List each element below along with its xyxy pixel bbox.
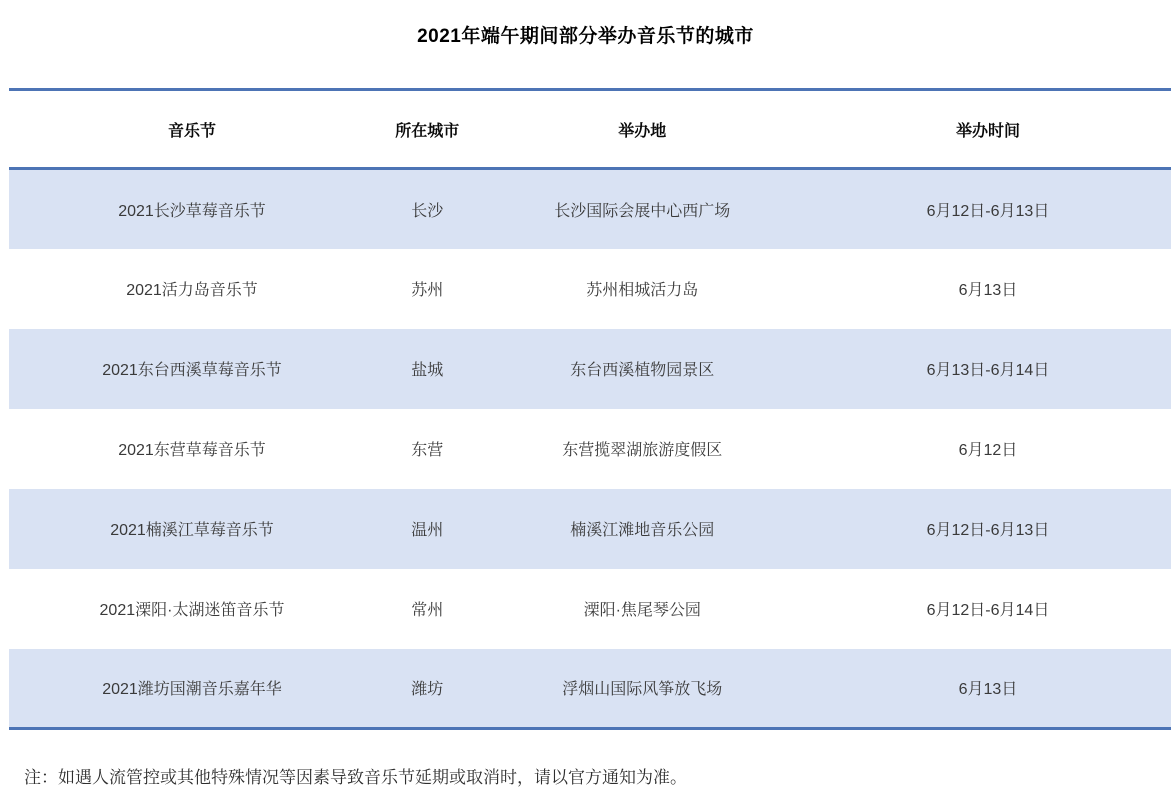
table-row xyxy=(9,569,1171,649)
col-header-festival: 音乐节 xyxy=(9,90,375,169)
festival-name-cell: 2021溧阳·太湖迷笛音乐节 xyxy=(9,569,375,649)
figure-title: 2021年端午期间部分举办音乐节的城市 xyxy=(417,26,754,47)
festival-name-cell: 2021东营草莓音乐节 xyxy=(9,409,375,489)
venue-cell: 浮烟山国际风筝放飞场 xyxy=(480,649,805,729)
col-header-venue: 举办地 xyxy=(480,90,805,169)
date-cell: 6月13日 xyxy=(805,649,1171,729)
venue-cell: 溧阳·焦尾琴公园 xyxy=(480,569,805,649)
venue-cell: 楠溪江滩地音乐公园 xyxy=(480,489,805,569)
city-cell: 常州 xyxy=(375,569,480,649)
venue-cell: 东营揽翠湖旅游度假区 xyxy=(480,409,805,489)
city-cell: 温州 xyxy=(375,489,480,569)
festival-table-figure xyxy=(0,24,1171,802)
date-cell: 6月12日-6月13日 xyxy=(805,489,1171,569)
festival-name-cell: 2021楠溪江草莓音乐节 xyxy=(9,489,375,569)
table-container xyxy=(9,88,1171,730)
venue-cell: 长沙国际会展中心西广场 xyxy=(480,169,805,249)
date-cell: 6月12日-6月14日 xyxy=(805,569,1171,649)
venue-cell: 苏州相城活力岛 xyxy=(480,249,805,329)
festival-name-cell: 2021长沙草莓音乐节 xyxy=(9,169,375,249)
table-row xyxy=(9,249,1171,329)
festival-name-cell: 2021活力岛音乐节 xyxy=(9,249,375,329)
date-cell: 6月12日 xyxy=(805,409,1171,489)
festival-table xyxy=(9,88,1171,730)
col-header-date: 举办时间 xyxy=(805,90,1171,169)
festival-name-cell: 2021东台西溪草莓音乐节 xyxy=(9,329,375,409)
header-row xyxy=(9,90,1171,169)
footnote: 注：如遇人流管控或其他特殊情况等因素导致音乐节延期或取消时，请以官方通知为准。 xyxy=(24,768,687,787)
table-row xyxy=(9,329,1171,409)
city-cell: 盐城 xyxy=(375,329,480,409)
date-cell: 6月13日 xyxy=(805,249,1171,329)
table-row xyxy=(9,649,1171,729)
table-body xyxy=(9,169,1171,729)
festival-name-cell: 2021潍坊国潮音乐嘉年华 xyxy=(9,649,375,729)
city-cell: 苏州 xyxy=(375,249,480,329)
date-cell: 6月13日-6月14日 xyxy=(805,329,1171,409)
col-header-city: 所在城市 xyxy=(375,90,480,169)
city-cell: 潍坊 xyxy=(375,649,480,729)
table-row xyxy=(9,489,1171,569)
venue-cell: 东台西溪植物园景区 xyxy=(480,329,805,409)
date-cell: 6月12日-6月13日 xyxy=(805,169,1171,249)
city-cell: 东营 xyxy=(375,409,480,489)
table-row xyxy=(9,409,1171,489)
table-row xyxy=(9,169,1171,249)
city-cell: 长沙 xyxy=(375,169,480,249)
